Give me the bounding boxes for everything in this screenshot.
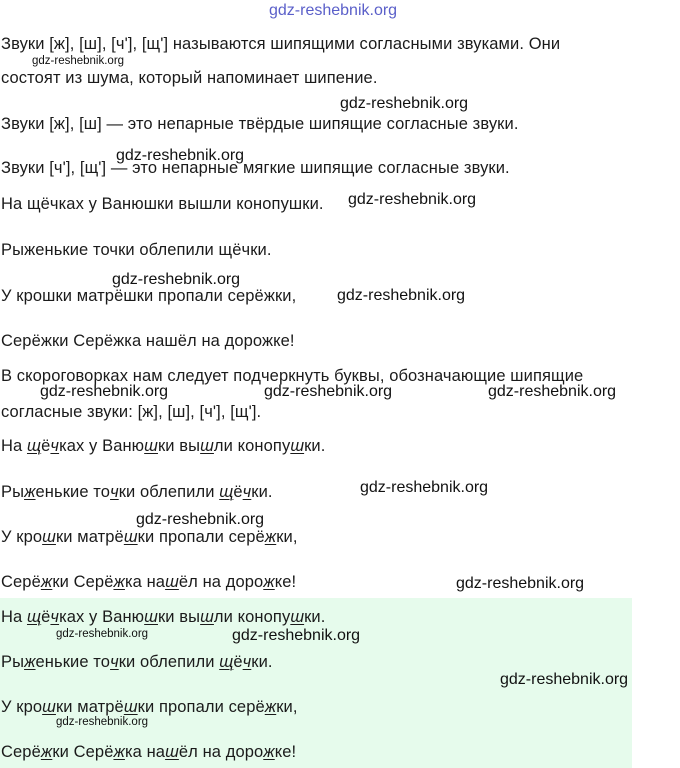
- watermark: gdz-reshebnik.org: [112, 271, 241, 288]
- marked-line-4: Серёжки Серёжка нашёл на дорожке!: [1, 573, 297, 591]
- tongue-twister-2: Рыженькие точки облепили щёчки.: [1, 241, 272, 259]
- watermark: gdz-reshebnik.org: [488, 383, 617, 400]
- watermark-top: gdz-reshebnik.org: [269, 2, 398, 19]
- watermark: gdz-reshebnik.org: [116, 147, 245, 164]
- watermark: gdz-reshebnik.org: [232, 627, 361, 644]
- watermark: gdz-reshebnik.org: [500, 671, 629, 688]
- watermark: gdz-reshebnik.org: [264, 383, 393, 400]
- watermark: gdz-reshebnik.org: [136, 511, 265, 528]
- answer-line-1: На щёчках у Ванюшки вышли конопушки.: [1, 608, 326, 626]
- watermark: gdz-reshebnik.org: [337, 287, 466, 304]
- marked-line-2: Рыженькие точки облепили щёчки.: [1, 483, 273, 501]
- paragraph-3: Звуки [ч'], [щ'] — это непарные мягкие шипящие согласные звуки.: [1, 159, 510, 177]
- paragraph-1-line-2: состоят из шума, который напоминает шипение.: [1, 69, 378, 87]
- tongue-twister-4: Серёжки Серёжка нашёл на дорожке!: [1, 332, 295, 350]
- instruction-line-2: согласные звуки: [ж], [ш], [ч'], [щ'].: [1, 403, 262, 421]
- answer-line-2: Рыженькие точки облепили щёчки.: [1, 653, 273, 671]
- paragraph-1-line-1: Звуки [ж], [ш], [ч'], [щ'] называются шипящими согласными звуками. Они: [1, 35, 561, 53]
- watermark: gdz-reshebnik.org: [340, 95, 469, 112]
- tongue-twister-1: На щёчках у Ванюшки вышли конопушки.: [1, 195, 324, 213]
- tongue-twister-3: У крошки матрёшки пропали серёжки,: [1, 287, 297, 305]
- watermark: gdz-reshebnik.org: [32, 55, 125, 67]
- answer-line-3: У крошки матрёшки пропали серёжки,: [1, 698, 298, 716]
- instruction-line-1: В скороговорках нам следует подчеркнуть буквы, обозначающие шипящие: [1, 367, 584, 385]
- watermark: gdz-reshebnik.org: [40, 383, 169, 400]
- paragraph-2: Звуки [ж], [ш] — это непарные твёрдые шипящие согласные звуки.: [1, 115, 519, 133]
- marked-line-1: На щёчках у Ванюшки вышли конопушки.: [1, 437, 326, 455]
- watermark: gdz-reshebnik.org: [56, 716, 149, 728]
- watermark: gdz-reshebnik.org: [348, 191, 477, 208]
- watermark: gdz-reshebnik.org: [456, 575, 585, 592]
- marked-line-3: У крошки матрёшки пропали серёжки,: [1, 528, 298, 546]
- watermark: gdz-reshebnik.org: [56, 628, 149, 640]
- answer-line-4: Серёжки Серёжка нашёл на дорожке!: [1, 743, 297, 761]
- watermark: gdz-reshebnik.org: [360, 479, 489, 496]
